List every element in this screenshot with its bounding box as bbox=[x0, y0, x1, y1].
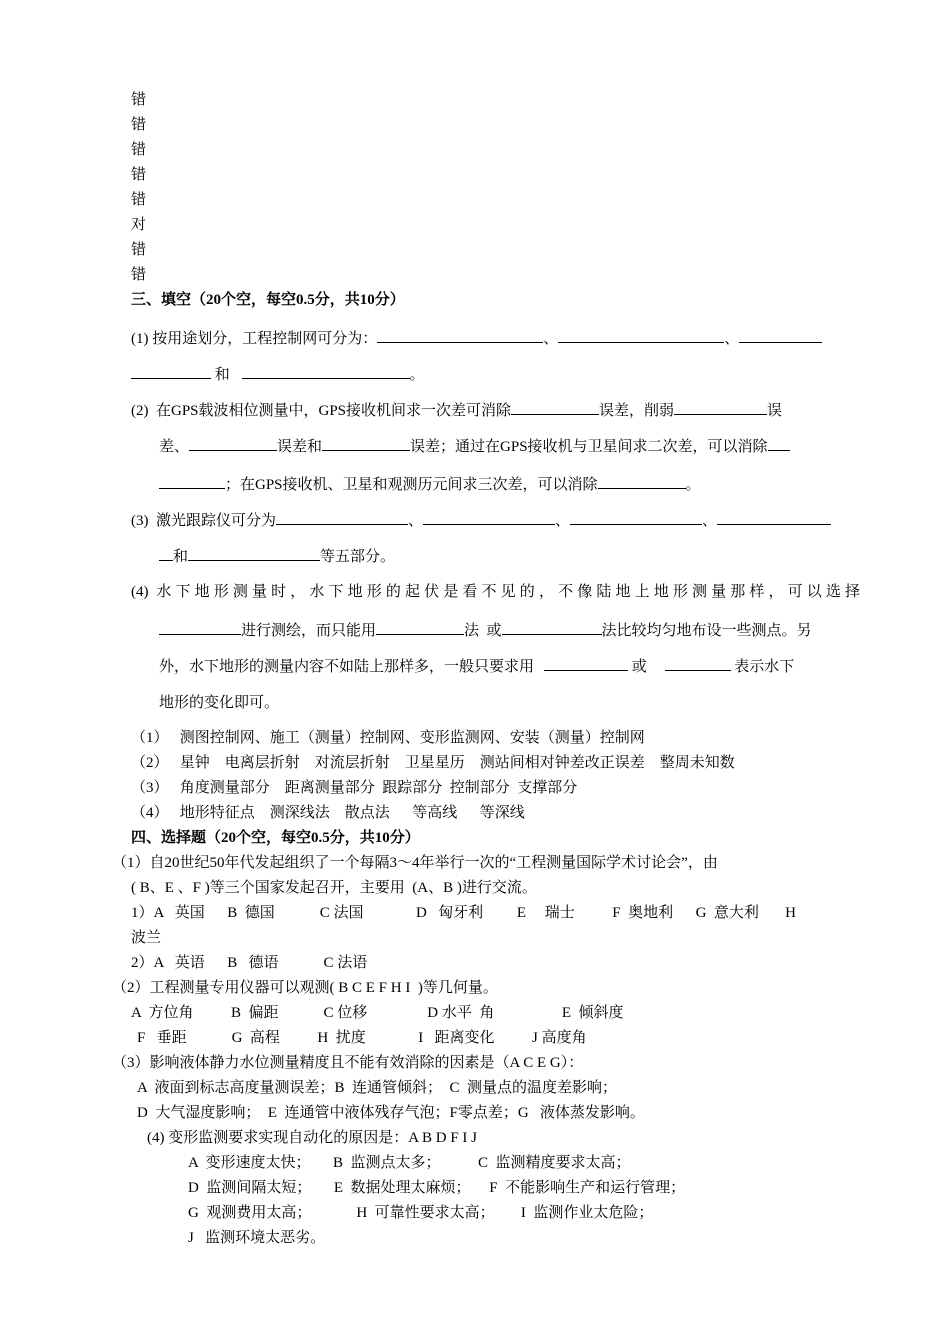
fill-q4-line1: (4) 水下地形测量时，水下地形的起伏是看不见的，不像陆地上地形测量那样，可以选择 bbox=[131, 584, 860, 600]
fill-section-heading: 三、填空（20个空，每空0.5分，共10分） bbox=[131, 292, 405, 308]
blank bbox=[511, 400, 599, 415]
blank bbox=[665, 656, 731, 671]
blank bbox=[322, 436, 410, 451]
blank bbox=[598, 474, 686, 489]
fill-q2-line1: (2) 在GPS载波相位测量中，GPS接收机间求一次差可消除 误差，削弱 误 bbox=[131, 400, 782, 421]
tf-answer: 错 bbox=[131, 267, 147, 283]
choice-section-heading: 四、选择题（20个空，每空0.5分，共10分） bbox=[131, 830, 420, 846]
blank bbox=[558, 328, 724, 343]
choice-q1-options2: 2）A 英语 B 德语 C 法语 bbox=[131, 955, 368, 971]
choice-q3-options2: D 大气湿度影响； E 连通管中液体残存气泡；F零点差；G 液体蒸发影响。 bbox=[137, 1105, 645, 1121]
fill-answer-line: （3） 角度测量部分 距离测量部分 跟踪部分 控制部分 支撑部分 bbox=[131, 780, 578, 796]
fill-q1-line1: (1) 按用途划分，工程控制网可分为： 、 、 bbox=[131, 328, 822, 349]
blank bbox=[159, 620, 241, 635]
choice-q1-options-wrap: 波兰 bbox=[131, 930, 162, 946]
blank bbox=[159, 474, 225, 489]
blank bbox=[276, 510, 408, 525]
fill-answer-line: （2） 星钟 电离层折射 对流层折射 卫星星历 测站间相对钟差改正误差 整周未知数 bbox=[131, 755, 735, 771]
blank bbox=[717, 510, 831, 525]
tf-answer: 对 bbox=[131, 217, 147, 233]
blank bbox=[188, 546, 320, 561]
choice-q2-line: （2）工程测量专用仪器可以观测( B C E F H I )等几何量。 bbox=[112, 980, 498, 996]
blank bbox=[423, 510, 555, 525]
fill-q4-line4: 地形的变化即可。 bbox=[159, 695, 280, 711]
blank bbox=[376, 620, 464, 635]
blank bbox=[159, 546, 173, 561]
blank bbox=[377, 328, 543, 343]
blank bbox=[674, 400, 767, 415]
tf-answer: 错 bbox=[131, 242, 147, 258]
blank bbox=[544, 656, 628, 671]
choice-q4-options1: A 变形速度太快； B 监测点太多； C 监测精度要求太高； bbox=[188, 1155, 631, 1171]
blank bbox=[768, 436, 790, 451]
fill-answer-line: （1） 测图控制网、施工（测量）控制网、变形监测网、安装（测量）控制网 bbox=[131, 730, 645, 746]
choice-q4-options3: G 观测费用太高； H 可靠性要求太高； I 监测作业太危险； bbox=[188, 1205, 654, 1221]
choice-q1-options: 1）A 英国 B 德国 C 法国 D 匈牙利 E 瑞士 F 奥地利 G 意大利 H bbox=[131, 905, 797, 921]
blank bbox=[131, 364, 211, 379]
fill-q1-line2: 和 。 bbox=[131, 364, 425, 385]
fill-answer-line: （4） 地形特征点 测深线法 散点法 等高线 等深线 bbox=[131, 805, 525, 821]
fill-q3-line2: 和 等五部分。 bbox=[159, 546, 395, 567]
choice-q2-options2: F 垂距 G 高程 H 扰度 I 距离变化 J 高度角 bbox=[137, 1030, 587, 1046]
choice-q3-line: （3）影响液体静力水位测量精度且不能有效消除的因素是（A C E G）： bbox=[112, 1055, 584, 1071]
tf-answer: 错 bbox=[131, 142, 147, 158]
tf-answer: 错 bbox=[131, 167, 147, 183]
fill-q3-line1: (3) 激光跟踪仪可分为 、 、 、 bbox=[131, 510, 831, 531]
tf-answer: 错 bbox=[131, 192, 147, 208]
choice-q1-line2: ( B、E 、F )等三个国家发起召开，主要用 (A、B )进行交流。 bbox=[131, 880, 537, 896]
blank bbox=[189, 436, 277, 451]
choice-q4-line: (4) 变形监测要求实现自动化的原因是：A B D F I J bbox=[147, 1130, 478, 1146]
fill-q4-line3: 外，水下地形的测量内容不如陆上那样多，一般只要求用 或 表示水下 bbox=[159, 656, 794, 677]
fill-q2-line2: 差、 误差和 误差；通过在GPS接收机与卫星间求二次差，可以消除 bbox=[159, 436, 790, 457]
tf-answer: 错 bbox=[131, 117, 147, 133]
choice-q1-line1: （1）自20世纪50年代发起组织了一个每隔3～4年举行一次的“工程测量国际学术讨论会”，由 bbox=[112, 855, 718, 871]
choice-q4-options4: J 监测环境太恶劣。 bbox=[188, 1230, 326, 1246]
blank bbox=[570, 510, 702, 525]
blank bbox=[739, 328, 822, 343]
choice-q2-options1: A 方位角 B 偏距 C 位移 D 水平 角 E 倾斜度 bbox=[131, 1005, 624, 1021]
fill-q4-line2: 进行测绘，而只能用 法 或 法比较均匀地布设一些测点。另 bbox=[159, 620, 812, 641]
fill-q2-line3: ；在GPS接收机、卫星和观测历元间求三次差，可以消除 。 bbox=[159, 474, 701, 495]
blank bbox=[502, 620, 602, 635]
choice-q4-options2: D 监测间隔太短； E 数据处理太麻烦； F 不能影响生产和运行管理； bbox=[188, 1180, 686, 1196]
tf-answer: 错 bbox=[131, 92, 147, 108]
choice-q3-options1: A 液面到标志高度量测误差；B 连通管倾斜； C 测量点的温度差影响； bbox=[137, 1080, 618, 1096]
blank bbox=[242, 364, 410, 379]
